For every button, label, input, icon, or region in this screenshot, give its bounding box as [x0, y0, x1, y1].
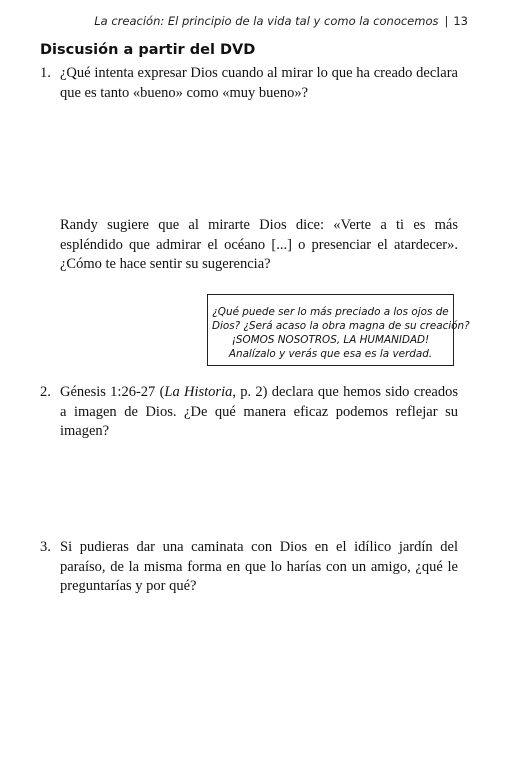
header-separator: |	[444, 14, 449, 28]
randy-paragraph: Randy sugiere que al mirarte Dios dice: «Verte a ti es más espléndido que admirar el océano [...] o presenciar el atardecer». ¿Cómo te hace sentir su sugerencia?	[60, 217, 458, 272]
callout-line: Dios? ¿Será acaso la obra magna de su creación?	[212, 320, 470, 332]
question-text: ¿Qué intenta expresar Dios cuando al mirar lo que ha creado declara que es tanto «bueno» como «muy bueno»?	[60, 65, 458, 101]
question-1	[40, 64, 458, 103]
question-text-start: Génesis 1:26-27 (	[60, 384, 165, 400]
question-text: Si pudieras dar una caminata con Dios en el idílico jardín del paraíso, de la misma forma en que lo harías con un amigo, ¿qué le preguntarías y por qué?	[60, 539, 458, 594]
section-title: Discusión a partir del DVD	[40, 42, 256, 58]
callout-line: Analízalo y verás que esa es la verdad.	[228, 348, 433, 360]
callout-line: ¿Qué puede ser lo más preciado a los ojos de	[212, 306, 449, 318]
page-number: 13	[453, 14, 468, 28]
book-title-reference: La Historia	[164, 384, 233, 400]
running-header	[40, 14, 468, 28]
callout-line: ¡SOMOS NOSOTROS, LA HUMANIDAD!	[231, 334, 430, 346]
question-number: 2.	[40, 384, 51, 400]
question-number: 1.	[40, 65, 51, 81]
question-text	[60, 383, 458, 442]
running-title: La creación: El principio de la vida tal y como la conocemos	[94, 14, 439, 28]
question-number: 3.	[40, 539, 51, 555]
question-2	[40, 383, 458, 442]
question-text-end: , p. 2) declara que hemos sido creados a imagen de Dios. ¿De qué manera eficaz podemos reflejar su imagen?	[60, 384, 458, 439]
quote-callout-box	[207, 294, 470, 366]
question-3	[40, 538, 458, 597]
